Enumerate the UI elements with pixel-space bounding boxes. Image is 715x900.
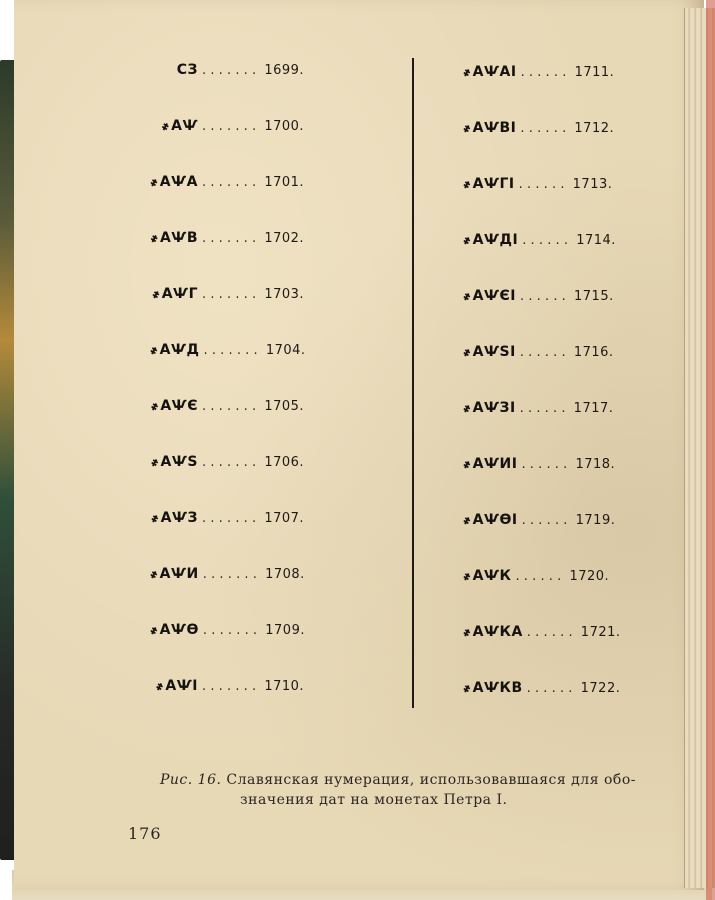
- date-row: [150, 566, 305, 588]
- year-value: 1708.: [265, 567, 305, 582]
- leader-dots: .......: [202, 679, 261, 694]
- slavonic-numeral: ҂АѰА: [150, 174, 198, 190]
- year-value: 1712.: [574, 121, 615, 136]
- date-row: [463, 344, 614, 366]
- slavonic-numeral: ҂АѰѲІ: [463, 512, 518, 528]
- year-value: 1701.: [264, 175, 305, 190]
- year-value: 1709.: [265, 623, 305, 638]
- date-row: [150, 286, 304, 308]
- date-row: [150, 678, 304, 700]
- date-row: [150, 174, 304, 196]
- leader-dots: ......: [520, 65, 571, 80]
- slavonic-numeral: ҂АѰИІ: [463, 456, 518, 472]
- date-row: [463, 568, 609, 590]
- slavonic-numeral: ҂АѰГ: [152, 286, 198, 302]
- slavonic-numeral: ҂АѰКВ: [463, 680, 523, 696]
- leader-dots: ......: [522, 233, 573, 248]
- leader-dots: .......: [202, 567, 262, 582]
- date-row: [463, 120, 614, 142]
- date-row: [463, 512, 615, 534]
- date-row: [150, 510, 304, 532]
- leader-dots: .......: [202, 231, 261, 246]
- year-value: 1707.: [264, 511, 305, 526]
- caption-line-1: Славянская нумерация, использовавшаяся для обо-: [226, 772, 636, 788]
- slavonic-numeral: ҂АѰЄІ: [463, 288, 516, 304]
- slavonic-numeral: ҂АѰѲ: [150, 622, 199, 638]
- date-row: [150, 62, 304, 84]
- year-value: 1710.: [264, 679, 305, 694]
- slavonic-numeral: ҂АѰЅІ: [463, 344, 516, 360]
- year-value: 1703.: [264, 287, 305, 302]
- year-value: 1715.: [574, 289, 614, 304]
- leader-dots: .......: [202, 623, 262, 638]
- year-value: 1717.: [573, 401, 614, 416]
- year-value: 1702.: [264, 231, 305, 246]
- slavonic-numeral: ҂АѰГІ: [463, 176, 515, 192]
- slavonic-numeral: ҂АѰЄ: [150, 398, 198, 414]
- caption-line-2: значения дат на монетах Петра I.: [240, 792, 508, 808]
- leader-dots: ......: [521, 457, 572, 472]
- year-value: 1711.: [574, 65, 615, 80]
- date-row: [150, 398, 304, 420]
- leader-dots: .......: [202, 175, 261, 190]
- date-row: [463, 288, 614, 310]
- slavonic-numeral: ҂АѰЗІ: [463, 400, 516, 416]
- year-value: 1721.: [580, 625, 621, 640]
- leader-dots: .......: [202, 455, 261, 470]
- year-value: 1713.: [572, 177, 613, 192]
- year-value: 1720.: [569, 569, 610, 584]
- slavonic-numeral: ҂АѰІ: [155, 678, 198, 694]
- leader-dots: ......: [521, 513, 572, 528]
- leader-dots: .......: [202, 511, 261, 526]
- year-value: 1718.: [575, 457, 616, 472]
- leader-dots: .......: [202, 119, 261, 134]
- slavonic-numeral: ҂АѰК: [463, 568, 512, 584]
- slavonic-numeral: ҂АѰИ: [150, 566, 199, 582]
- leader-dots: .......: [202, 287, 261, 302]
- year-value: 1714.: [576, 233, 616, 248]
- figure-caption: [160, 770, 665, 810]
- date-row: [463, 64, 614, 86]
- leader-dots: ......: [519, 401, 570, 416]
- slavonic-numeral: ҂АѰЅ: [150, 454, 198, 470]
- date-row: [463, 176, 612, 198]
- leader-dots: .......: [202, 63, 261, 78]
- slavonic-numeral: ҂АѰВ: [150, 230, 198, 246]
- column-divider: [412, 58, 414, 708]
- date-row: [150, 342, 306, 364]
- year-value: 1722.: [580, 681, 621, 696]
- slavonic-numeral: ҂АѰВІ: [463, 120, 517, 136]
- cover-red-edge: [706, 0, 715, 900]
- year-value: 1706.: [264, 455, 305, 470]
- date-row: [150, 454, 304, 476]
- year-value: 1704.: [265, 343, 306, 358]
- date-row: [150, 622, 305, 644]
- year-value: 1700.: [264, 119, 305, 134]
- slavonic-numeral: ҂АѰАІ: [463, 64, 517, 80]
- slavonic-numeral: СЗ: [176, 62, 198, 78]
- date-row: [463, 400, 613, 422]
- date-row: [463, 456, 615, 478]
- year-value: 1716.: [573, 345, 614, 360]
- year-value: 1705.: [264, 399, 305, 414]
- slavonic-numeral: ҂АѰД: [150, 342, 200, 358]
- leader-dots: ......: [515, 569, 566, 584]
- slavonic-numeral: ҂АѰКА: [463, 624, 523, 640]
- year-value: 1699.: [264, 63, 305, 78]
- date-row: [150, 230, 304, 252]
- leader-dots: ......: [520, 289, 570, 304]
- date-row: [463, 232, 616, 254]
- leader-dots: .......: [202, 399, 261, 414]
- year-value: 1719.: [575, 513, 616, 528]
- figure-label: Рис. 16.: [160, 772, 222, 788]
- leader-dots: ......: [519, 345, 570, 360]
- leader-dots: ......: [518, 177, 569, 192]
- leader-dots: ......: [526, 625, 577, 640]
- date-row: [463, 680, 620, 702]
- leader-dots: .......: [203, 343, 262, 358]
- slavonic-numeral: ҂АѰДІ: [463, 232, 519, 248]
- slavonic-numeral: ҂АѰЗ: [151, 510, 198, 526]
- leader-dots: ......: [526, 681, 577, 696]
- slavonic-numeral: ҂АѰ: [161, 118, 198, 134]
- date-row: [463, 624, 621, 646]
- page-number: 176: [128, 824, 162, 843]
- date-row: [150, 118, 304, 140]
- leader-dots: ......: [520, 121, 571, 136]
